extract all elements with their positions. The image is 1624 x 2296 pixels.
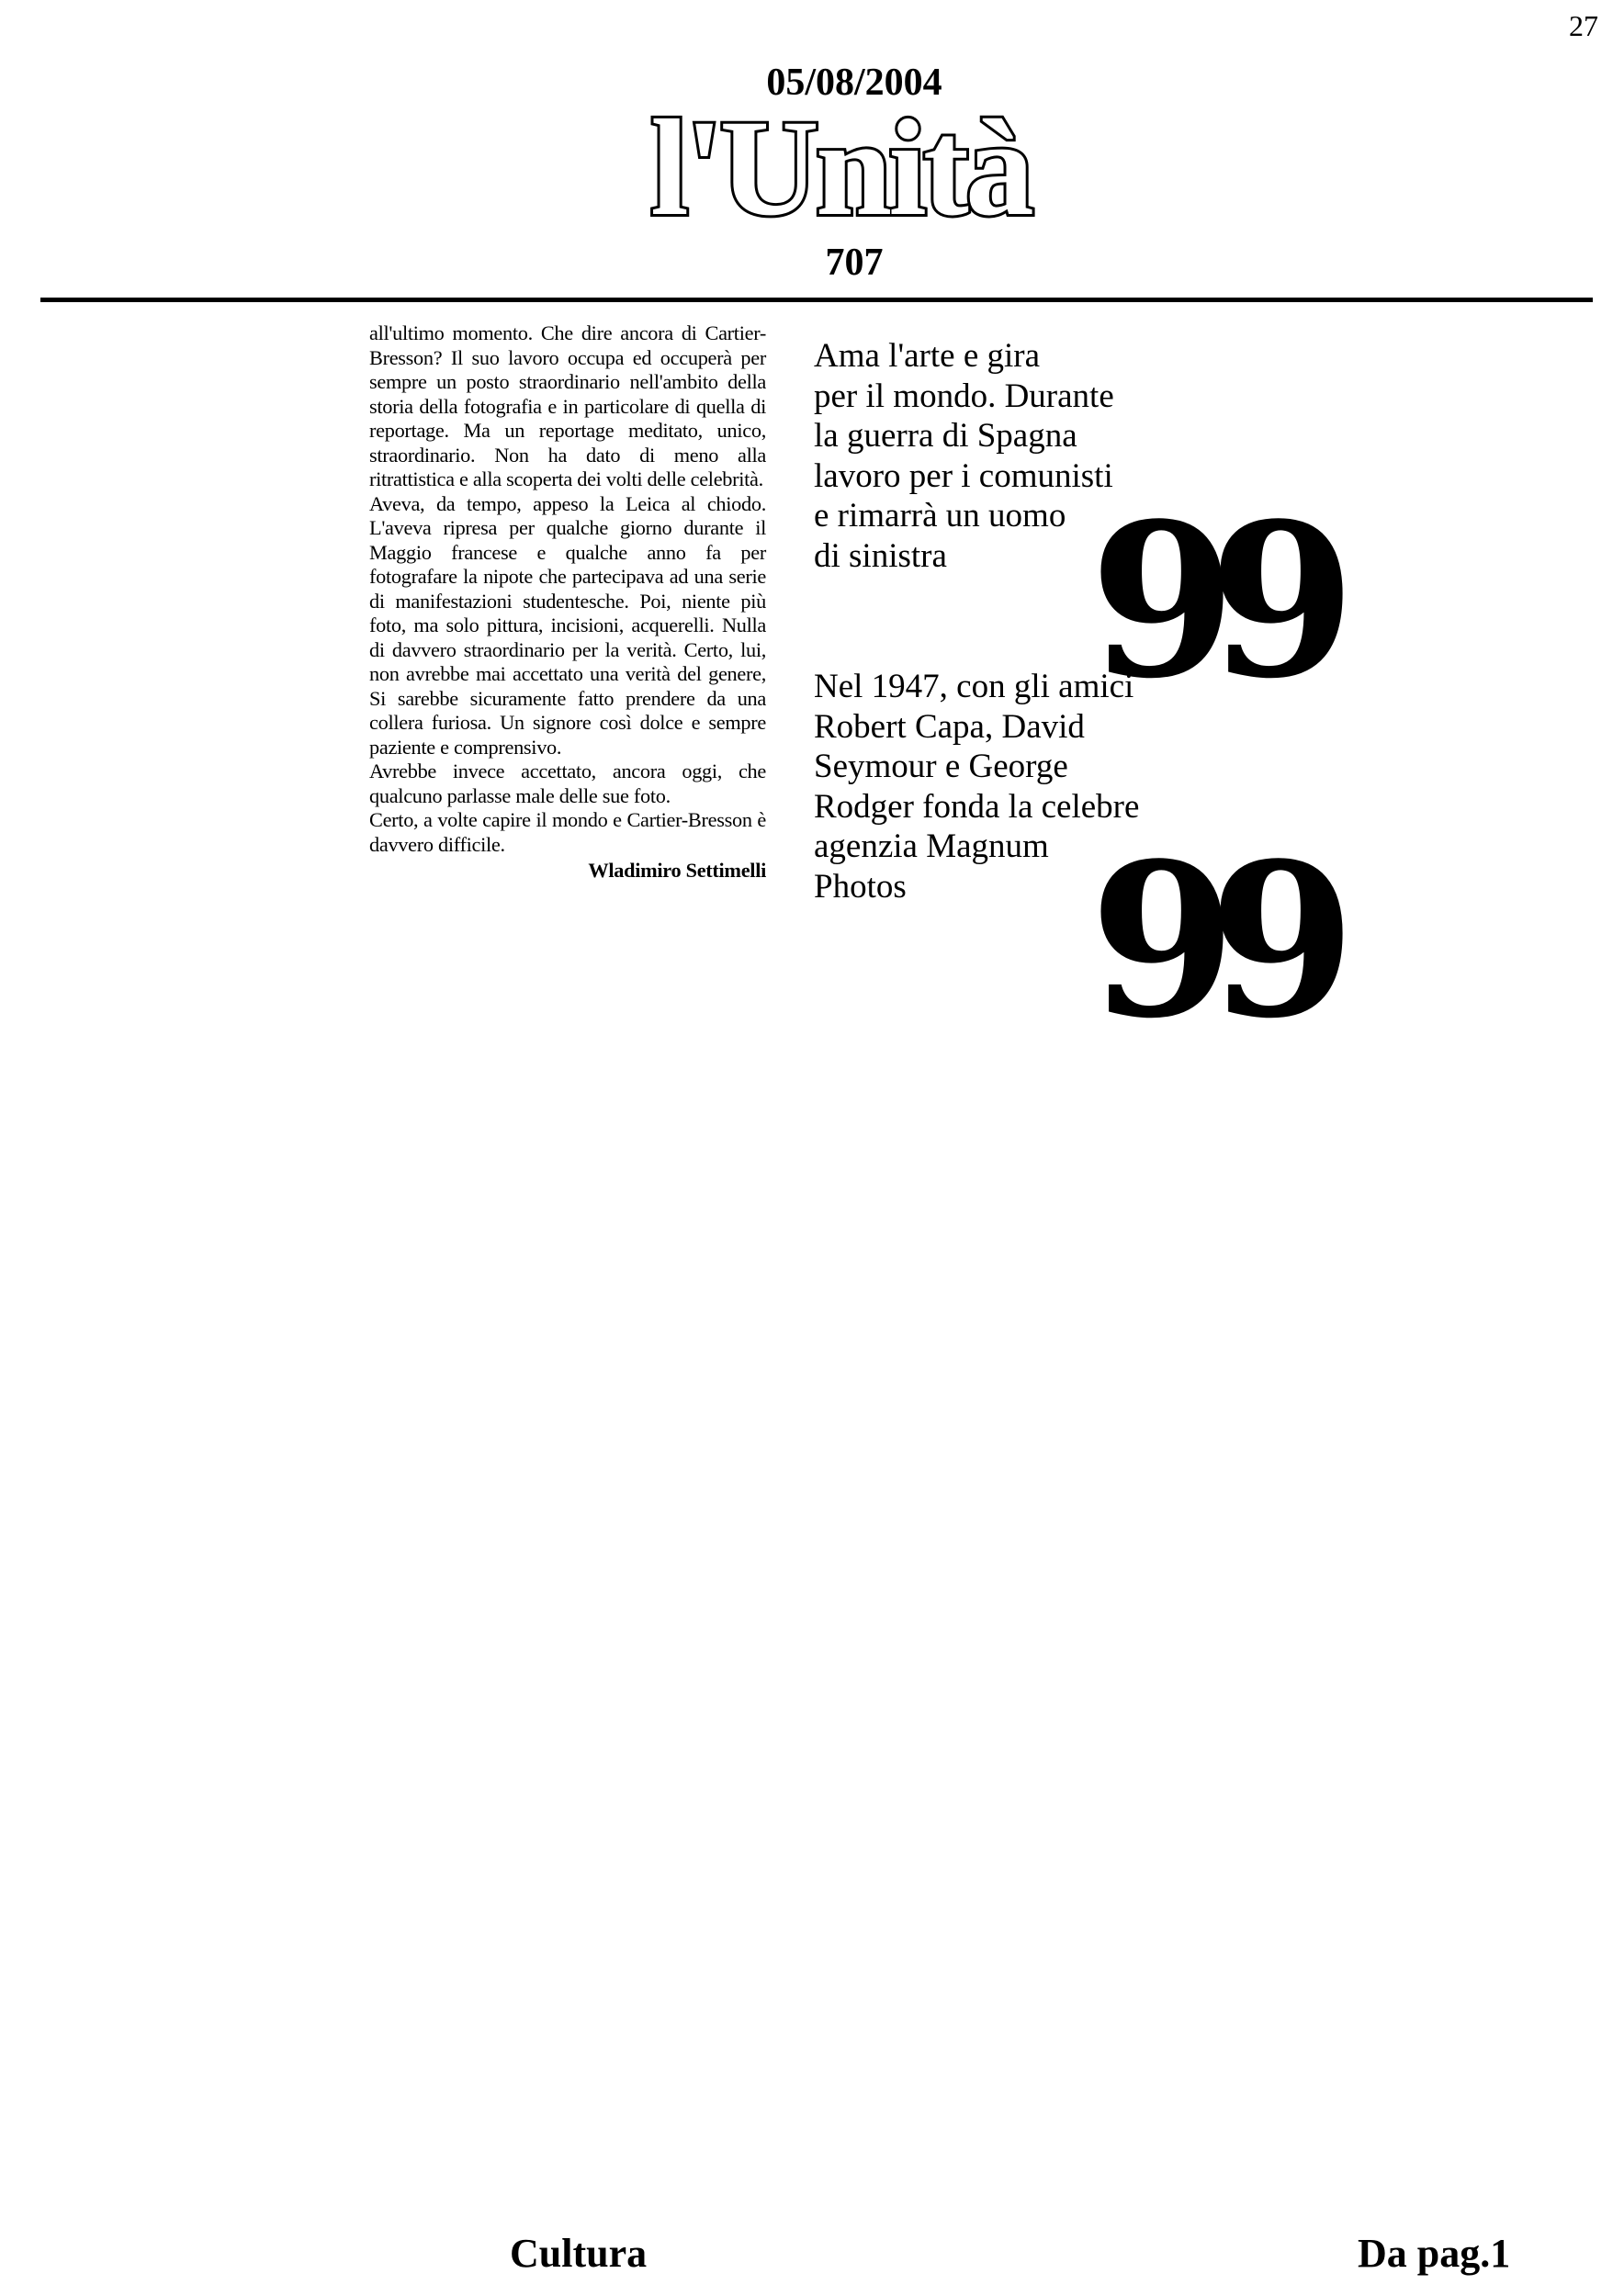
- page-number: 27: [1569, 9, 1598, 42]
- pull-quote-line: Seymour e George: [814, 748, 1068, 785]
- article-paragraph: all'ultimo momento. Che dire ancora di Cartier-Bresson? Il suo lavoro occupa ed occuperà per sempre un posto straordinario nell'ambito della storia della fotografia e in particolare di quella di reportage. Ma un reportage meditato, unico, straordinario. Non ha dato di meno alla ritrattistica e alla scoperta dei volti delle celebrità.: [369, 321, 766, 490]
- pull-quote-line: Robert Capa, David: [814, 707, 1085, 746]
- article-author: Wladimiro Settimelli: [588, 859, 766, 882]
- pull-quote-line: la guerra di Spagna: [814, 417, 1077, 455]
- pull-quote-line: lavoro per i comunisti: [814, 456, 1113, 495]
- closing-quote-icon: 99: [1089, 478, 1329, 726]
- closing-quote-icon: 99: [1089, 817, 1329, 1065]
- pull-quote-line: Rodger fonda la celebre: [814, 787, 1140, 826]
- pull-quote-line: agenzia Magnum: [814, 827, 1049, 865]
- article-paragraph: Aveva, da tempo, appeso la Leica al chiodo. L'aveva ripresa per qualche giorno durante il Maggio francese e qualche anno fa per fotografare la nipote che partecipava ad una serie di manifestazioni studentesche. Poi, niente più foto, ma solo pittura, incisioni, acquerelli. Nulla di davvero straordinario per la verità. Certo, lui, non avrebbe mai accettato una verità del genere, Si sarebbe sicuramente fatto prendere da una collera furiosa. Un signore così dolce e sempre paziente e comprensivo.: [369, 491, 766, 759]
- issue-date: 05/08/2004: [766, 62, 942, 104]
- article-column: [369, 321, 766, 884]
- pull-quote-line: Ama l'arte e gira: [814, 337, 1041, 375]
- section-label: Cultura: [510, 2231, 648, 2276]
- pull-quote-line: Photos: [814, 867, 907, 906]
- issue-number: 707: [825, 242, 884, 284]
- header-divider: [40, 298, 1593, 302]
- pull-quote-line: e rimarrà un uomo: [814, 497, 1066, 535]
- masthead-logo: l'Unità: [650, 92, 1031, 244]
- source-page-label: Da pag.1: [1358, 2231, 1511, 2276]
- article-paragraph: Avrebbe invece accettato, ancora oggi, che qualcuno parlasse male delle sue foto.: [369, 760, 766, 807]
- pull-quote-line: per il mondo. Durante: [814, 377, 1114, 415]
- article-paragraph: Certo, a volte capire il mondo e Cartier-Bresson è davvero difficile.: [369, 808, 766, 856]
- pull-quote-line: di sinistra: [814, 536, 947, 575]
- pull-quote-line: Nel 1947, con gli amici: [814, 668, 1134, 705]
